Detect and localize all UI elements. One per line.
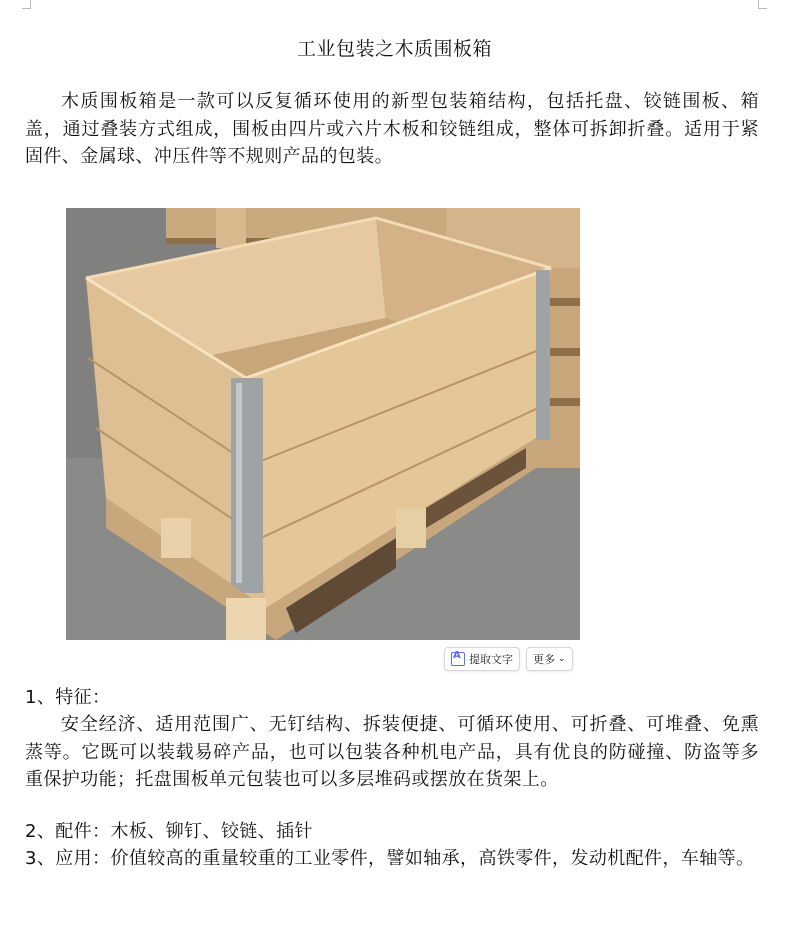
feature-heading: 1、特征： xyxy=(25,687,111,708)
application-line: 3、应用：价值较高的重量较重的工业零件，譬如轴承，高铁零件，发动机配件，车轴等。 xyxy=(25,848,755,869)
page-corner-mark-right xyxy=(758,0,767,9)
extract-text-label: 提取文字 xyxy=(469,653,513,666)
more-button[interactable] xyxy=(526,647,573,671)
extract-text-icon xyxy=(451,652,465,666)
image-toolbar xyxy=(444,647,573,671)
more-label: 更多 xyxy=(533,653,555,666)
document-title: 工业包装之木质围板箱 xyxy=(296,38,492,60)
intro-paragraph: 木质围板箱是一款可以反复循环使用的新型包装箱结构，包括托盘、铰链围板、箱盖，通过叠装方式组成，围板由四片或六片木板和铰链组成，整体可拆卸折叠。适用于紧固件、金属球、冲压件等不规则产品的包装。 xyxy=(25,91,759,167)
chevron-down-icon: ⌄ xyxy=(558,654,566,664)
page-corner-mark-left xyxy=(22,0,31,9)
extract-text-button[interactable] xyxy=(444,647,520,671)
wooden-crate-photo[interactable] xyxy=(66,208,580,640)
feature-paragraph: 安全经济、适用范围广、无钉结构、拆装便捷、可循环使用、可折叠、可堆叠、免熏蒸等。它既可以装载易碎产品，也可以包装各种机电产品，具有优良的防碰撞、防盗等多重保护功能；托盘围板单元包装也可以多层堆码或摆放在货架上。 xyxy=(25,714,759,790)
parts-line: 2、配件：木板、铆钉、铰链、插针 xyxy=(25,821,313,842)
crate-illustration xyxy=(66,208,580,640)
